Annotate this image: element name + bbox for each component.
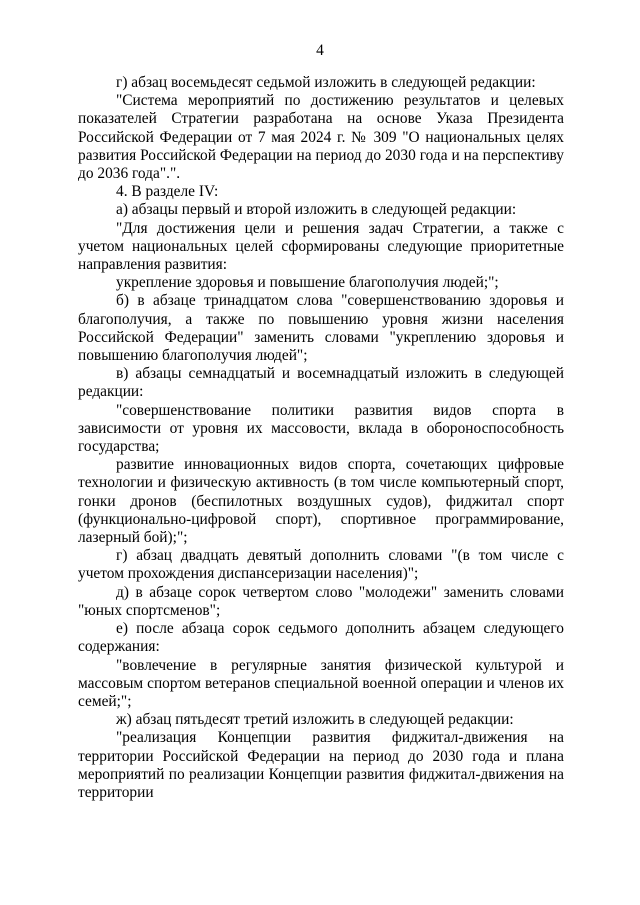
paragraph-quote-phygital-concept: "реализация Концепции развития фиджитал-движения на территории Российской Федерации на период до 2030 года и плана мероприятий по реализации Концепции развития фиджитал-движения на территории <box>78 729 564 801</box>
paragraph-quote-measures-system: "Система мероприятий по достижению результатов и целевых показателей Стратегии разработана на основе Указа Президента Российской Федерации от 7 мая 2024 г. № 309 "О национальных целях развития Российской Федерации на период до 2030 года и на перспективу до 2036 года".". <box>78 92 564 183</box>
paragraph-quote-priority-directions: "Для достижения цели и решения задач Стратегии, а также с учетом национальных целей сформированы следующие приоритетные направления развития: <box>78 219 564 274</box>
paragraph-item-v: в) абзацы семнадцатый и восемнадцатый изложить в следующей редакции: <box>78 365 564 401</box>
paragraph-quote-veterans: "вовлечение в регулярные занятия физической культурой и массовым спортом ветеранов специальной военной операции и членов их семей;"; <box>78 656 564 710</box>
paragraph-quote-innovative-sports: развитие инновационных видов спорта, сочетающих цифровые технологии и физическую активность (в том числе компьютерный спорт, гонки дронов (беспилотных воздушных судов), фиджитал спорт (функционально-цифровой спорт), спортивное программирование, лазерный бой);"; <box>78 456 564 547</box>
paragraph-item-e: е) после абзаца сорок седьмого дополнить абзацем следующего содержания: <box>78 620 564 656</box>
paragraph-quote-sport-policy: "совершенствование политики развития видов спорта в зависимости от уровня их массовости, вклада в обороноспособность государства; <box>78 401 564 456</box>
paragraph-quote-health: укрепление здоровья и повышение благополучия людей;"; <box>116 274 499 292</box>
paragraph-section-4-heading: 4. В разделе IV: <box>116 183 219 201</box>
paragraph-item-g-29: г) абзац двадцать девятый дополнить словами "(в том числе с учетом прохождения диспансеризации населения)"; <box>78 547 564 583</box>
paragraph-item-g-87: г) абзац восемьдесят седьмой изложить в следующей редакции: <box>116 74 536 91</box>
paragraph-item-a: а) абзацы первый и второй изложить в следующей редакции: <box>116 201 517 219</box>
paragraph-item-b: б) в абзаце тринадцатом слова "совершенствованию здоровья и благополучия, а также по повышению уровня жизни населения Российской Федерации" заменить словами "укреплению здоровья и повышению благополучия людей"; <box>78 292 564 365</box>
document-body <box>78 74 564 802</box>
page-number: 4 <box>316 42 324 59</box>
paragraph-item-zh: ж) абзац пятьдесят третий изложить в следующей редакции: <box>116 711 514 729</box>
paragraph-item-d: д) в абзаце сорок четвертом слово "молодежи" заменить словами "юных спортсменов"; <box>78 583 564 619</box>
